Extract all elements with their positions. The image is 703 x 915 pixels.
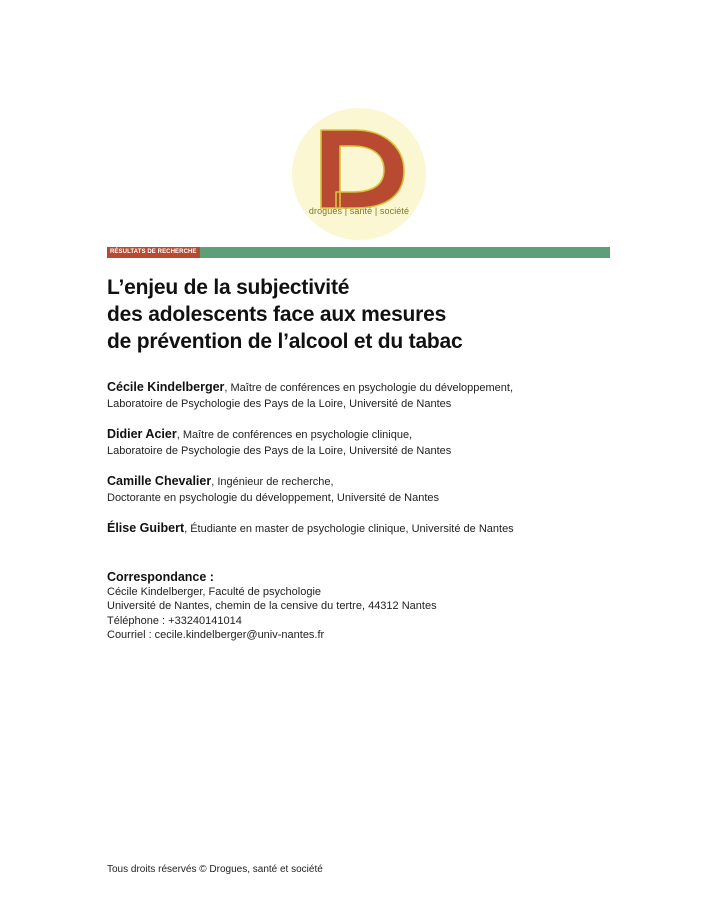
author-affiliation: Laboratoire de Psychologie des Pays de la Loire, Université de Nantes: [107, 445, 452, 457]
author-role: , Ingénieur de recherche,: [211, 476, 334, 488]
journal-logo-mark: [292, 108, 426, 240]
title-line: des adolescents face aux mesures: [107, 303, 447, 326]
correspondence-heading: Correspondance :: [107, 570, 214, 584]
author-entry: [107, 520, 667, 537]
author-name: Cécile Kindelberger: [107, 380, 225, 394]
author-entry: [107, 379, 667, 412]
article-title: [107, 274, 607, 355]
author-name: Didier Acier: [107, 427, 177, 441]
correspondence-phone: Téléphone : +33240141014: [107, 614, 242, 627]
correspondence-block: [107, 570, 667, 643]
author-role: , Maître de conférences en psychologie du développement,: [224, 382, 514, 394]
journal-logo: [292, 108, 426, 240]
author-affiliation: Doctorante en psychologie du développement, Université de Nantes: [107, 492, 440, 504]
section-band: [107, 247, 610, 258]
correspondence-address: Université de Nantes, chemin de la censive du tertre, 44312 Nantes: [107, 600, 437, 612]
copyright-footer: Tous droits réservés © Drogues, santé et société: [107, 864, 323, 875]
author-entry: [107, 426, 667, 459]
author-list: [107, 379, 667, 551]
author-affiliation: Laboratoire de Psychologie des Pays de la Loire, Université de Nantes: [107, 398, 452, 410]
author-role: , Étudiante en master de psychologie clinique, Université de Nantes: [184, 523, 514, 535]
author-entry: [107, 473, 667, 506]
author-role: , Maître de conférences en psychologie clinique,: [176, 429, 413, 441]
correspondence-name: Cécile Kindelberger, Faculté de psychologie: [107, 585, 322, 598]
title-line: de prévention de l’alcool et du tabac: [107, 330, 463, 353]
author-name: Élise Guibert: [107, 521, 185, 535]
section-tag: RÉSULTATS DE RECHERCHE: [107, 247, 200, 258]
logo-tagline: drogues | santé | société: [308, 206, 410, 216]
title-line: L’enjeu de la subjectivité: [107, 276, 350, 299]
correspondence-email: Courriel : cecile.kindelberger@univ-nantes.fr: [107, 629, 325, 641]
author-name: Camille Chevalier: [107, 474, 212, 488]
